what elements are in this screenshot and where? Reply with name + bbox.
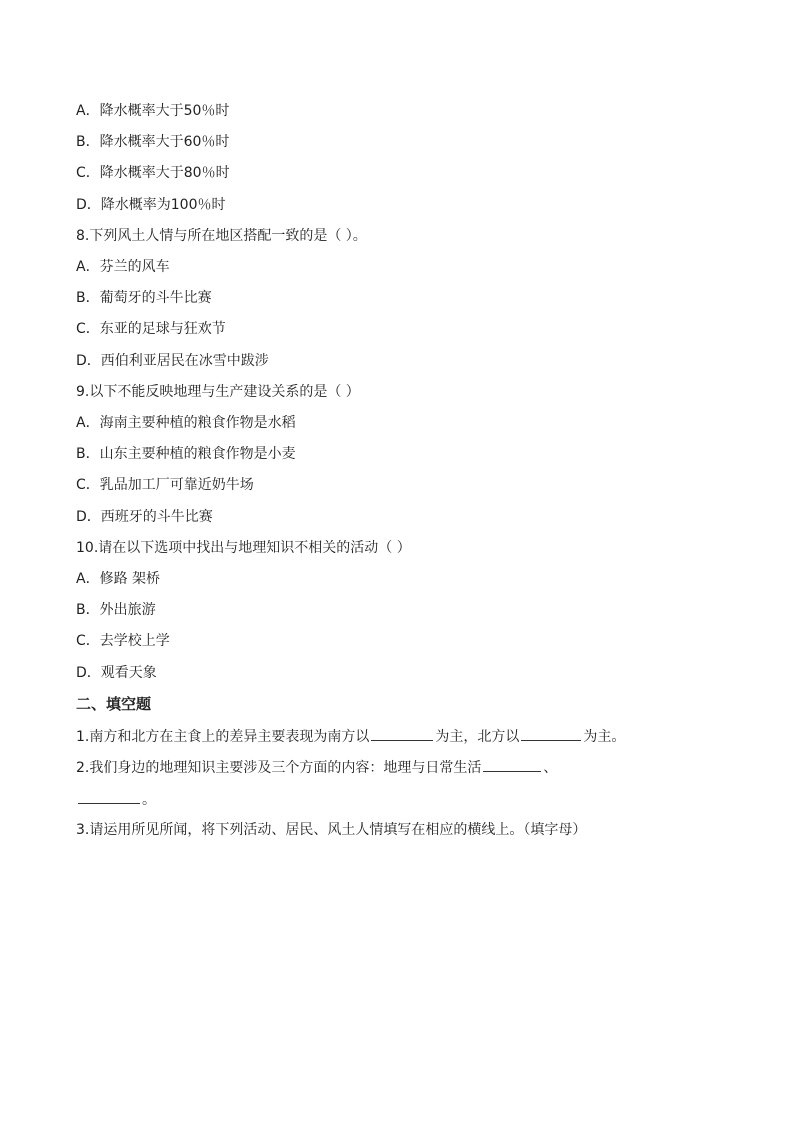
fill-q1 <box>76 726 625 747</box>
fill-q2-text-a: 2.我们身边的地理知识主要涉及三个方面的内容：地理与日常生活 <box>76 760 482 776</box>
q9-stem: 9.以下不能反映地理与生产建设关系的是（ ） <box>76 384 360 400</box>
fill-q2 <box>76 757 557 778</box>
q9-option-c: C．乳品加工厂可靠近奶牛场 <box>76 477 254 493</box>
fill-q1-text-b: 为主，北方以 <box>435 729 520 745</box>
fill-q2-text-c: 。 <box>142 792 156 808</box>
q9-option-d: D．西班牙的斗牛比赛 <box>76 509 213 525</box>
q9-option-b: B．山东主要种植的粮食作物是小麦 <box>76 446 296 462</box>
fill-q2-continued <box>76 789 156 810</box>
fill-q1-text-c: 为主。 <box>583 729 626 745</box>
q7-option-b: B．降水概率大于60％时 <box>76 134 230 150</box>
q7-option-d: D．降水概率为100％时 <box>76 197 226 213</box>
q9-option-a: A．海南主要种植的粮食作物是水稻 <box>76 415 296 431</box>
fill-q2-text-b: 、 <box>543 760 558 776</box>
q7-option-a: A．降水概率大于50％时 <box>76 103 230 119</box>
section-title-fill-in: 二、填空题 <box>76 695 152 713</box>
fill-q1-text-a: 1.南方和北方在主食上的差异主要表现为南方以 <box>76 729 370 745</box>
q8-option-d: D．西伯利亚居民在冰雪中跋涉 <box>76 353 269 369</box>
q8-stem: 8.下列风土人情与所在地区搭配一致的是（ ）。 <box>76 228 367 244</box>
q10-stem: 10.请在以下选项中找出与地理知识不相关的活动（ ） <box>76 540 411 556</box>
fill-q3: 3.请运用所见所闻，将下列活动、居民、风土人情填写在相应的横线上。（填字母） <box>76 822 587 838</box>
fill-q1-blank-2[interactable] <box>521 726 581 741</box>
q8-option-c: C．东亚的足球与狂欢节 <box>76 321 226 337</box>
q10-option-a: A．修路 架桥 <box>76 571 161 587</box>
q8-option-b: B．葡萄牙的斗牛比赛 <box>76 290 212 306</box>
fill-q2-blank-2[interactable] <box>78 789 140 804</box>
q10-option-d: D．观看天象 <box>76 665 157 681</box>
q10-option-b: B．外出旅游 <box>76 602 156 618</box>
q7-option-c: C．降水概率大于80％时 <box>76 165 230 181</box>
fill-q2-blank-1[interactable] <box>483 757 541 772</box>
q10-option-c: C．去学校上学 <box>76 633 170 649</box>
fill-q1-blank-1[interactable] <box>371 726 433 741</box>
q8-option-a: A．芬兰的风车 <box>76 259 170 275</box>
